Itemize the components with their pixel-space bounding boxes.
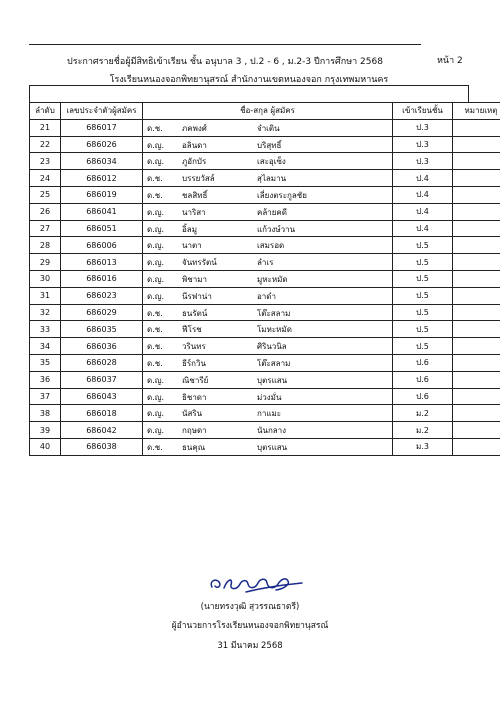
name-prefix: ด.ญ. xyxy=(147,375,165,385)
grade-level: ม.3 xyxy=(393,438,453,455)
grade-level: ป.5 xyxy=(393,321,453,338)
last-name: บุตรแสน xyxy=(257,375,288,385)
applicant-id: 686051 xyxy=(61,220,143,237)
row-number: 39 xyxy=(30,422,61,439)
row-number: 35 xyxy=(30,354,61,371)
applicant-id: 686029 xyxy=(61,304,143,321)
applicant-id: 686037 xyxy=(61,371,143,388)
row-number: 37 xyxy=(30,388,61,405)
last-name: แก้วงษ์วาน xyxy=(257,224,296,234)
applicant-id: 686016 xyxy=(61,270,143,287)
applicant-id: 686034 xyxy=(61,153,143,170)
applicant-name xyxy=(143,153,393,170)
remarks xyxy=(453,438,500,455)
table-row xyxy=(30,153,500,170)
name-prefix: ด.ญ. xyxy=(147,258,165,268)
applicant-id: 686041 xyxy=(61,203,143,220)
first-name: ธนคุณ xyxy=(182,442,206,452)
col-header-applicant-id: เลขประจำตัวผู้สมัคร xyxy=(61,103,143,120)
last-name: ม่วงมั่น xyxy=(257,392,282,402)
name-prefix: ด.ญ. xyxy=(147,392,165,402)
last-name: ศิรินวนิล xyxy=(257,342,287,352)
applicant-name xyxy=(143,438,393,455)
table-row xyxy=(30,119,500,136)
last-name: ลำเร xyxy=(257,258,274,268)
name-prefix: ด.ช. xyxy=(147,190,163,200)
grade-level: ป.6 xyxy=(393,388,453,405)
applicant-name xyxy=(143,186,393,203)
row-number: 21 xyxy=(30,119,61,136)
applicant-name xyxy=(143,220,393,237)
row-number: 29 xyxy=(30,254,61,271)
applicant-id: 686023 xyxy=(61,287,143,304)
first-name: อลินดา xyxy=(182,140,207,150)
last-name: โมหะหมัด xyxy=(257,325,292,335)
grade-level: ม.2 xyxy=(393,422,453,439)
applicant-id: 686006 xyxy=(61,237,143,254)
row-number: 36 xyxy=(30,371,61,388)
name-prefix: ด.ญ. xyxy=(147,207,165,217)
last-name: สุไลมาน xyxy=(257,174,287,184)
last-name: มูหะหมัด xyxy=(257,274,288,284)
applicant-name xyxy=(143,371,393,388)
remarks xyxy=(453,186,500,203)
row-number: 25 xyxy=(30,186,61,203)
col-header-remarks: หมายเหตุ xyxy=(453,103,500,120)
row-number: 24 xyxy=(30,170,61,187)
row-number: 33 xyxy=(30,321,61,338)
row-number: 40 xyxy=(30,438,61,455)
announcement-date: 31 มีนาคม 2568 xyxy=(217,641,283,651)
first-name: ภคพงศ์ xyxy=(182,123,207,133)
applicant-id: 686026 xyxy=(61,136,143,153)
applicant-id: 686018 xyxy=(61,405,143,422)
first-name: ฟีโรช xyxy=(182,325,202,335)
document-title: ประกาศรายชื่อผู้มีสิทธิเข้าเรียน ชั้น อนุบาล 3 , ป.2 - 6 , ม.2-3 ปีการศึกษา 2568 xyxy=(67,57,383,67)
col-header-no: ลำดับ xyxy=(30,103,61,120)
table-row xyxy=(30,254,500,271)
applicant-name xyxy=(143,388,393,405)
table-row xyxy=(30,220,500,237)
remarks xyxy=(453,338,500,355)
row-number: 32 xyxy=(30,304,61,321)
first-name: ภูอักบัร xyxy=(182,157,207,167)
remarks xyxy=(453,287,500,304)
table-row xyxy=(30,321,500,338)
table-row xyxy=(30,203,500,220)
grade-level: ป.5 xyxy=(393,338,453,355)
table-row xyxy=(30,136,500,153)
header-rule xyxy=(29,44,421,45)
table-row xyxy=(30,170,500,187)
grade-level: ป.6 xyxy=(393,354,453,371)
grade-level: ป.5 xyxy=(393,254,453,271)
remarks xyxy=(453,153,500,170)
name-prefix: ด.ช. xyxy=(147,442,163,452)
last-name: โต๊ะสลาม xyxy=(257,358,291,368)
remarks xyxy=(453,354,500,371)
applicant-name xyxy=(143,270,393,287)
remarks xyxy=(453,170,500,187)
last-name: คล้ายคดี xyxy=(257,207,287,217)
page-number: หน้า 2 xyxy=(437,56,463,66)
applicant-name xyxy=(143,170,393,187)
row-number: 27 xyxy=(30,220,61,237)
applicant-name xyxy=(143,405,393,422)
grade-level: ป.6 xyxy=(393,371,453,388)
col-header-grade: เข้าเรียนชั้น xyxy=(393,103,453,120)
applicant-id: 686028 xyxy=(61,354,143,371)
table-row xyxy=(30,186,500,203)
applicant-id: 686042 xyxy=(61,422,143,439)
applicant-name xyxy=(143,254,393,271)
first-name: นัสริน xyxy=(182,409,203,419)
table-header-row xyxy=(30,103,500,120)
grade-level: ป.4 xyxy=(393,220,453,237)
remarks xyxy=(453,270,500,287)
signer-name: (นายทรงวุฒิ สุวรรณธาตรี) xyxy=(200,602,300,612)
grade-level: ป.4 xyxy=(393,203,453,220)
applicant-id: 686013 xyxy=(61,254,143,271)
applicant-id: 686012 xyxy=(61,170,143,187)
last-name: เสมรอด xyxy=(257,241,285,251)
last-name: บุตรแสน xyxy=(257,442,288,452)
applicant-name xyxy=(143,136,393,153)
first-name: นีรฟาน่า xyxy=(182,291,212,301)
first-name: อิ้ลมู xyxy=(182,224,197,234)
name-prefix: ด.ญ. xyxy=(147,409,165,419)
row-number: 26 xyxy=(30,203,61,220)
remarks xyxy=(453,321,500,338)
last-name: กาแมะ xyxy=(257,409,282,419)
table-row xyxy=(30,270,500,287)
signer-position: ผู้อำนวยการโรงเรียนหนองจอกพิทยานุสรณ์ xyxy=(171,621,329,631)
row-number: 38 xyxy=(30,405,61,422)
remarks xyxy=(453,388,500,405)
name-prefix: ด.ญ. xyxy=(147,426,165,436)
col-header-name: ชื่อ-สกุล ผู้สมัคร xyxy=(143,103,393,120)
applicant-id: 686017 xyxy=(61,119,143,136)
grade-level: ป.4 xyxy=(393,186,453,203)
applicant-id: 686036 xyxy=(61,338,143,355)
grade-level: ป.3 xyxy=(393,119,453,136)
first-name: วรินทร xyxy=(182,342,206,352)
name-prefix: ด.ช. xyxy=(147,325,163,335)
school-subtitle: โรงเรียนหนองจอกพิทยานุสรณ์ สำนักงานเขตหนองจอก กรุงเทพมหานคร xyxy=(109,75,389,85)
grade-level: ม.2 xyxy=(393,405,453,422)
first-name: ชลสิทธิ์ xyxy=(182,190,208,200)
applicant-name xyxy=(143,422,393,439)
row-number: 28 xyxy=(30,237,61,254)
table-row xyxy=(30,422,500,439)
last-name: เลี่ยงตระกูลชัย xyxy=(257,190,307,200)
applicant-name xyxy=(143,287,393,304)
grade-level: ป.3 xyxy=(393,153,453,170)
first-name: ธนรัตน์ xyxy=(182,308,208,318)
remarks xyxy=(453,136,500,153)
row-number: 22 xyxy=(30,136,61,153)
remarks xyxy=(453,254,500,271)
first-name: จันทรรัตน์ xyxy=(182,258,217,268)
remarks xyxy=(453,304,500,321)
table-row xyxy=(30,405,500,422)
name-prefix: ด.ช. xyxy=(147,123,163,133)
table-row xyxy=(30,287,500,304)
row-number: 30 xyxy=(30,270,61,287)
remarks xyxy=(453,220,500,237)
name-prefix: ด.ช. xyxy=(147,174,163,184)
applicant-table xyxy=(29,102,500,456)
name-prefix: ด.ช. xyxy=(147,342,163,352)
first-name: กฤษดา xyxy=(182,426,207,436)
name-prefix: ด.ช. xyxy=(147,358,163,368)
table-body xyxy=(30,119,500,455)
grade-level: ป.5 xyxy=(393,304,453,321)
applicant-id: 686019 xyxy=(61,186,143,203)
applicant-name xyxy=(143,237,393,254)
table-row xyxy=(30,237,500,254)
last-name: จำเติน xyxy=(257,123,280,133)
name-prefix: ด.ญ. xyxy=(147,140,165,150)
last-name: เสะอุเซ็ง xyxy=(257,157,286,167)
name-prefix: ด.ญ. xyxy=(147,241,165,251)
grade-level: ป.3 xyxy=(393,136,453,153)
first-name: พิชามา xyxy=(182,274,207,284)
last-name: โต๊ะสลาม xyxy=(257,308,291,318)
row-number: 31 xyxy=(30,287,61,304)
remarks xyxy=(453,237,500,254)
table-row xyxy=(30,388,500,405)
first-name: นาตา xyxy=(182,241,202,251)
name-prefix: ด.ช. xyxy=(147,308,163,318)
remarks xyxy=(453,422,500,439)
grade-level: ป.5 xyxy=(393,237,453,254)
signature-mark xyxy=(206,572,306,594)
applicant-name xyxy=(143,304,393,321)
grade-level: ป.4 xyxy=(393,170,453,187)
remarks xyxy=(453,203,500,220)
applicant-name xyxy=(143,203,393,220)
first-name: ธิชาดา xyxy=(182,392,207,402)
grade-level: ป.5 xyxy=(393,287,453,304)
remarks xyxy=(453,371,500,388)
applicant-id: 686043 xyxy=(61,388,143,405)
first-name: ธีร์กวิน xyxy=(182,358,206,368)
row-number: 34 xyxy=(30,338,61,355)
first-name: บรรยวัสล์ xyxy=(182,174,215,184)
last-name: บริสุทธิ์ xyxy=(257,140,282,150)
remarks xyxy=(453,119,500,136)
applicant-name xyxy=(143,354,393,371)
last-name: นันกลาง xyxy=(257,426,287,436)
grade-level: ป.5 xyxy=(393,270,453,287)
applicant-name xyxy=(143,119,393,136)
remarks xyxy=(453,405,500,422)
last-name: อาดำ xyxy=(257,291,276,301)
table-row xyxy=(30,354,500,371)
applicant-name xyxy=(143,321,393,338)
table-top-band xyxy=(29,85,469,102)
applicant-name xyxy=(143,338,393,355)
applicant-id: 686035 xyxy=(61,321,143,338)
name-prefix: ด.ญ. xyxy=(147,291,165,301)
first-name: นาริสา xyxy=(182,207,206,217)
table-row xyxy=(30,438,500,455)
name-prefix: ด.ญ. xyxy=(147,274,165,284)
applicant-id: 686038 xyxy=(61,438,143,455)
first-name: ณิชารีย์ xyxy=(182,375,209,385)
name-prefix: ด.ญ. xyxy=(147,157,165,167)
table-row xyxy=(30,338,500,355)
row-number: 23 xyxy=(30,153,61,170)
table-row xyxy=(30,304,500,321)
name-prefix: ด.ญ. xyxy=(147,224,165,234)
table-row xyxy=(30,371,500,388)
